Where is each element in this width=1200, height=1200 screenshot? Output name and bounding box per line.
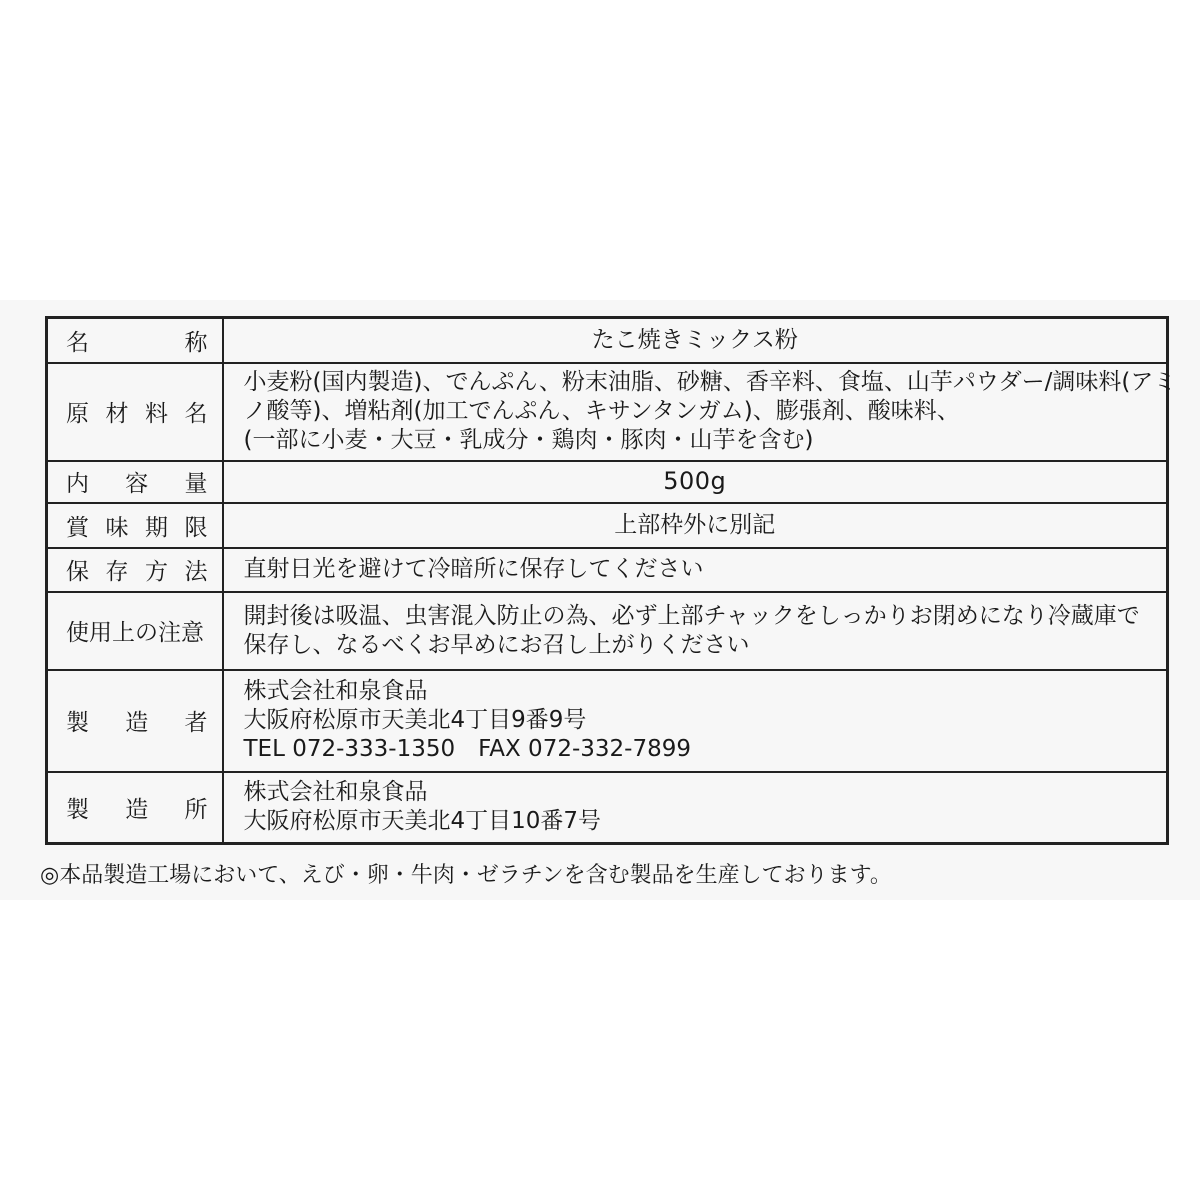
value-line: ノ酸等)、増粘剤(加工でんぷん、キサンタンガム)、膨張剤、酸味料、 xyxy=(243,398,960,424)
row-storage xyxy=(47,548,1168,592)
label-char: 味 xyxy=(105,514,129,541)
label-char: 容 xyxy=(125,471,149,497)
label-text: 使用上の注意 xyxy=(66,620,204,646)
row-factory xyxy=(47,772,1168,844)
row-label xyxy=(47,461,223,503)
row-value xyxy=(223,772,1168,844)
row-value xyxy=(223,548,1168,592)
row-value xyxy=(223,592,1168,670)
value-line: 開封後は吸温、虫害混入防止の為、必ず上部チャックをしっかりお閉めになり冷蔵庫で xyxy=(243,602,1140,629)
label-char: 造 xyxy=(125,796,149,823)
value-line: 直射日光を避けて冷暗所に保存してください xyxy=(243,556,704,582)
product-info-table xyxy=(45,316,1177,845)
label-char: 量 xyxy=(184,471,208,497)
label-char: 造 xyxy=(125,710,149,736)
row-label xyxy=(47,670,223,772)
label-char: 者 xyxy=(184,710,208,736)
row-label xyxy=(47,363,223,461)
label-char: 内 xyxy=(66,471,89,497)
row-label xyxy=(47,772,223,844)
label-char: 所 xyxy=(184,796,208,823)
label-char: 名 xyxy=(184,401,208,427)
label-char: 賞 xyxy=(66,514,89,541)
row-label xyxy=(47,548,223,592)
row-label xyxy=(47,592,223,670)
row-net-weight xyxy=(47,461,1168,503)
value-line: TEL 072-333-1350 FAX 072-332-7899 xyxy=(243,736,691,762)
label-char: 方 xyxy=(145,559,168,585)
allergen-footnote: ◎本品製造工場において、えび・卵・牛肉・ゼラチンを含む製品を生産しております。 xyxy=(40,863,892,888)
value-line: 上部枠外に別記 xyxy=(614,511,776,538)
row-label xyxy=(47,318,223,363)
label-char: 法 xyxy=(184,559,208,585)
label-char: 存 xyxy=(105,559,129,585)
row-best-before xyxy=(47,503,1168,548)
row-manufacturer xyxy=(47,670,1168,772)
label-char: 称 xyxy=(184,329,208,356)
label-char: 材 xyxy=(105,401,129,427)
value-line: 小麦粉(国内製造)、でんぷん、粉末油脂、砂糖、香辛料、食塩、山芋パウダー/調味料(アミ xyxy=(243,369,1177,395)
row-value xyxy=(223,461,1168,503)
value-line: 株式会社和泉食品 xyxy=(243,779,428,806)
value-line: たこ焼きミックス粉 xyxy=(591,326,798,353)
value-line: 株式会社和泉食品 xyxy=(243,678,428,704)
row-value xyxy=(223,670,1168,772)
row-value xyxy=(223,503,1168,548)
label-char: 期 xyxy=(145,514,168,541)
value-line: 500g xyxy=(663,467,727,495)
value-line: 保存し、なるべくお早めにお召し上がりください xyxy=(243,631,750,658)
label-char: 料 xyxy=(145,401,168,427)
label-char: 名 xyxy=(66,329,89,356)
row-ingredients xyxy=(47,363,1168,461)
row-value xyxy=(223,318,1168,363)
value-line: (一部に小麦・大豆・乳成分・鶏肉・豚肉・山芋を含む) xyxy=(243,427,814,453)
value-line: 大阪府松原市天美北4丁目10番7号 xyxy=(243,808,602,835)
label-char: 原 xyxy=(66,401,89,427)
label-char: 保 xyxy=(66,559,89,585)
label-char: 製 xyxy=(66,710,89,736)
label-char: 製 xyxy=(66,796,89,823)
value-line: 大阪府松原市天美北4丁目9番9号 xyxy=(243,707,587,733)
row-usage-notes xyxy=(47,592,1168,670)
row-product-name xyxy=(47,318,1168,363)
row-label xyxy=(47,503,223,548)
row-value xyxy=(223,363,1177,461)
label-char: 限 xyxy=(184,514,208,541)
